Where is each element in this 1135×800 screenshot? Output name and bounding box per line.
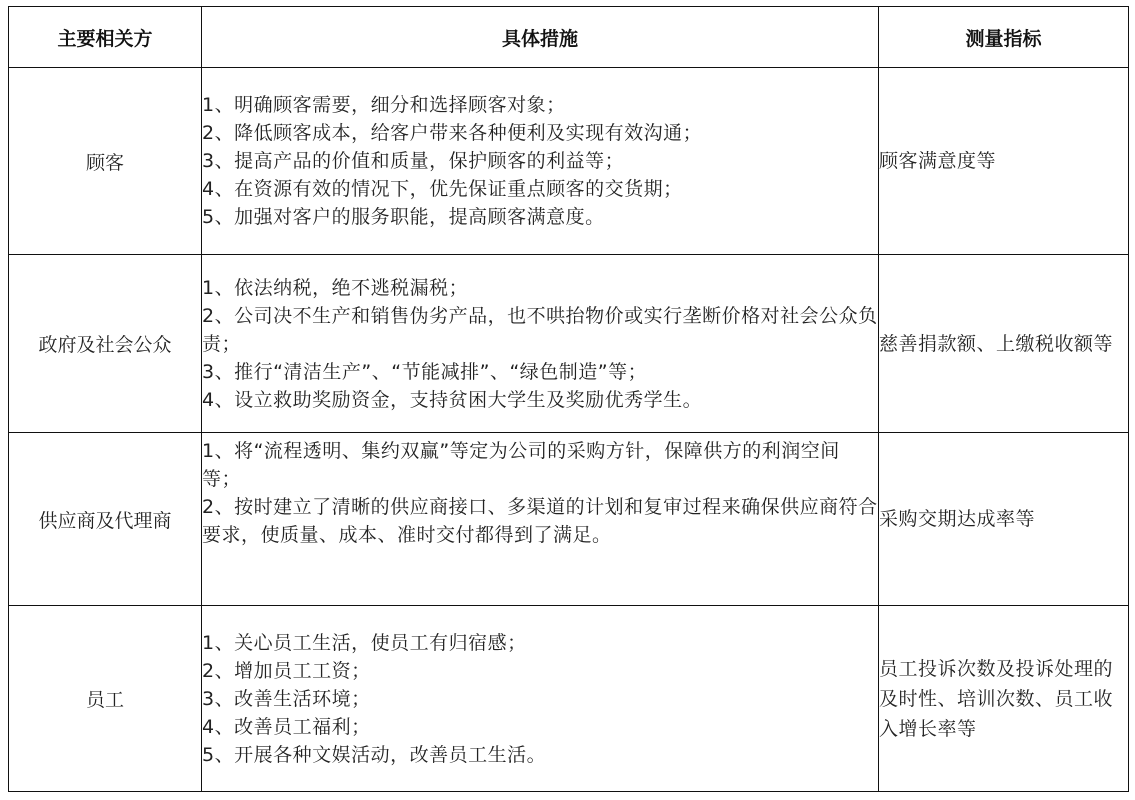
metric-cell: 采购交期达成率等	[879, 433, 1129, 606]
measure-item: 4、改善员工福利；	[202, 715, 371, 738]
measure-item: 1、明确顾客需要，细分和选择顾客对象；	[202, 94, 566, 116]
stakeholder-table	[8, 6, 1129, 792]
measures-cell	[202, 255, 879, 433]
measure-item: 1、关心员工生活，使员工有归宿感；	[202, 631, 527, 654]
measures-cell	[202, 433, 879, 606]
measure-item: 3、提高产品的价值和质量，保护顾客的利益等；	[202, 150, 625, 172]
metric-cell: 顾客满意度等	[879, 68, 1129, 255]
measure-item: 5、开展各种文娱活动，改善员工生活。	[202, 743, 547, 766]
table-row-government-public	[9, 255, 1129, 433]
stakeholder-cell: 政府及社会公众	[9, 255, 202, 433]
header-metrics: 测量指标	[879, 7, 1129, 68]
table-row-customer	[9, 68, 1129, 255]
stakeholder-cell: 供应商及代理商	[9, 433, 202, 606]
stakeholder-cell: 顾客	[9, 68, 202, 255]
metric-cell: 慈善捐款额、上缴税收额等	[879, 255, 1129, 433]
measure-item: 2、增加员工工资；	[202, 659, 371, 682]
metric-cell: 员工投诉次数及投诉处理的及时性、培训次数、员工收入增长率等	[879, 606, 1129, 792]
measure-item: 5、加强对客户的服务职能，提高顾客满意度。	[202, 206, 605, 228]
measures-cell	[202, 68, 879, 255]
measure-item: 4、在资源有效的情况下，优先保证重点顾客的交货期；	[202, 178, 683, 200]
measures-cell	[202, 606, 879, 792]
measure-item: 1、依法纳税，绝不逃税漏税；	[202, 276, 469, 299]
table-row-employees	[9, 606, 1129, 792]
header-row	[9, 7, 1129, 68]
header-stakeholder: 主要相关方	[9, 7, 202, 68]
measure-item: 4、设立救助奖励资金，支持贫困大学生及奖励优秀学生。	[202, 388, 703, 411]
measure-item: 3、改善生活环境；	[202, 687, 371, 710]
measure-item: 2、降低顾客成本，给客户带来各种便利及实现有效沟通；	[202, 122, 703, 144]
header-measures: 具体措施	[202, 7, 879, 68]
measure-item: 1、将“流程透明、集约双赢”等定为公司的采购方针，保障供方的利润空间等；	[202, 440, 840, 490]
measure-item: 2、公司决不生产和销售伪劣产品，也不哄抬物价或实行垄断价格对社会公众负责；	[202, 304, 878, 355]
measure-item: 3、推行“清洁生产”、“节能减排”、“绿色制造”等；	[202, 360, 648, 383]
stakeholder-cell: 员工	[9, 606, 202, 792]
table-row-suppliers-agents	[9, 433, 1129, 606]
measure-item: 2、按时建立了清晰的供应商接口、多渠道的计划和复审过程来确保供应商符合要求，使质量、成本、准时交付都得到了满足。	[202, 496, 878, 546]
